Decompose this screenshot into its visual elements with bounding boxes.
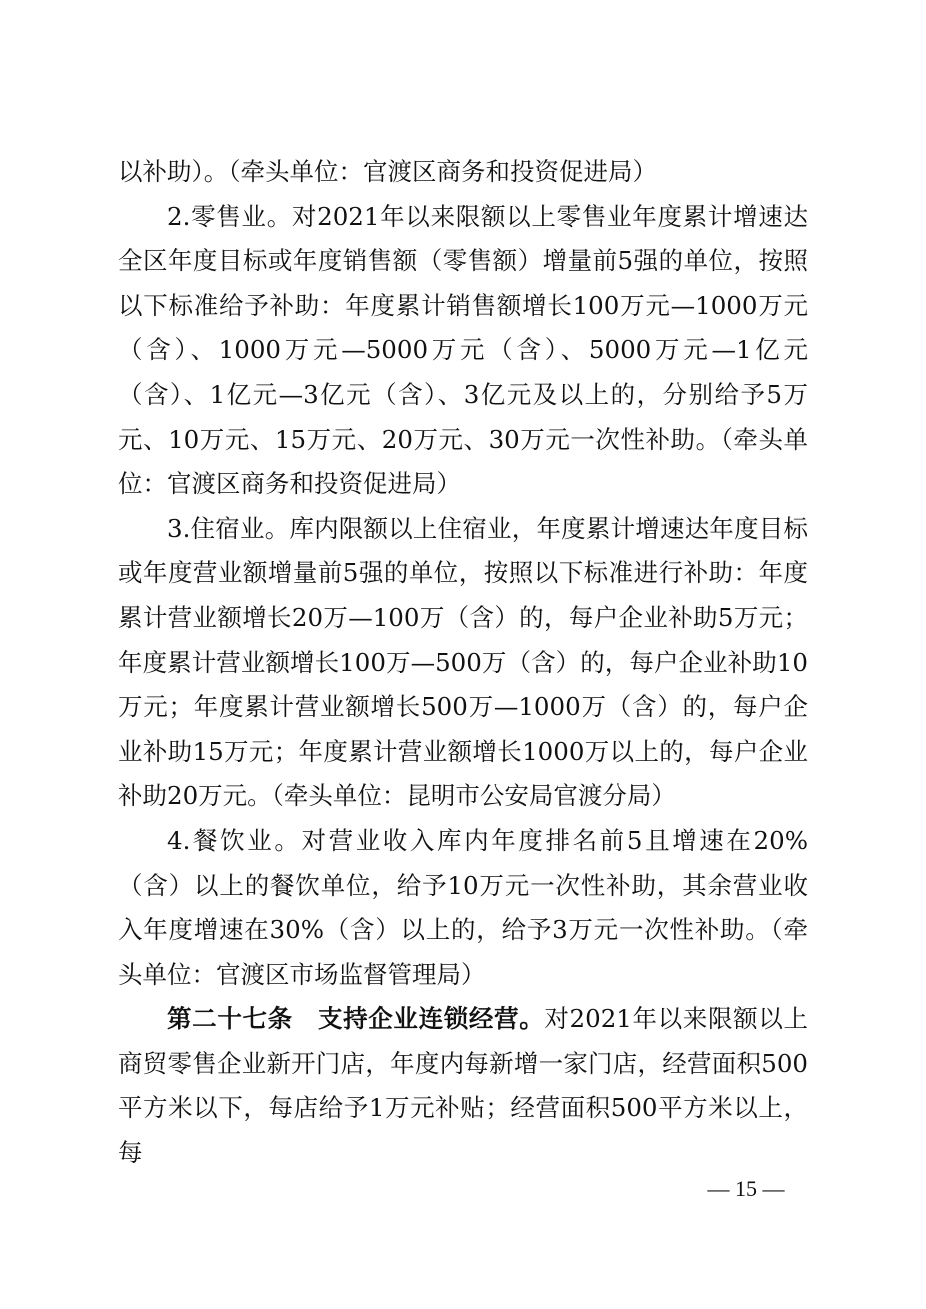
- paragraph-retail: 2.零售业。对2021年以来限额以上零售业年度累计增速达全区年度目标或年度销售额（零售额）增量前5强的单位，按照以下标准给予补助：年度累计销售额增长100万元—1000万元（含）、1000万元—5000万元（含）、5000万元—1亿元（含）、1亿元—3亿元（含）、3亿元及以上的，分别给予5万元、10万元、15万元、20万元、30万元一次性补助。（牵头单位：官渡区商务和投资促进局）: [118, 201, 808, 499]
- article-27-paragraph: [118, 997, 808, 1175]
- article-27-heading: 第二十七条 支持企业连锁经营。: [167, 1004, 545, 1034]
- paragraph-accommodation: 3.住宿业。库内限额以上住宿业，年度累计增速达年度目标或年度营业额增量前5强的单位，按照以下标准进行补助：年度累计营业额增长20万—100万（含）的，每户企业补助5万元；年度累计营业额增长100万—500万（含）的，每户企业补助10万元；年度累计营业额增长500万—1000万（含）的，每户企业补助15万元；年度累计营业额增长1000万以上的，每户企业补助20万元。（牵头单位：昆明市公安局官渡分局）: [118, 513, 808, 811]
- paragraph-continuation: 以补助）。（牵头单位：官渡区商务和投资促进局）: [118, 157, 657, 186]
- page-number: — 15 —: [707, 1176, 785, 1201]
- paragraph-catering: 4.餐饮业。对营业收入库内年度排名前5且增速在20%（含）以上的餐饮单位，给予10万元一次性补助，其余营业收入年度增速在30%（含）以上的，给予3万元一次性补助。（牵头单位：官渡区市场监督管理局）: [118, 825, 808, 989]
- document-body: [118, 150, 808, 1176]
- article-27-text: 对2021年以来限额以上商贸零售企业新开门店，年度内每新增一家门店，经营面积500平方米以下，每店给予1万元补贴；经营面积500平方米以上，每: [118, 1004, 808, 1168]
